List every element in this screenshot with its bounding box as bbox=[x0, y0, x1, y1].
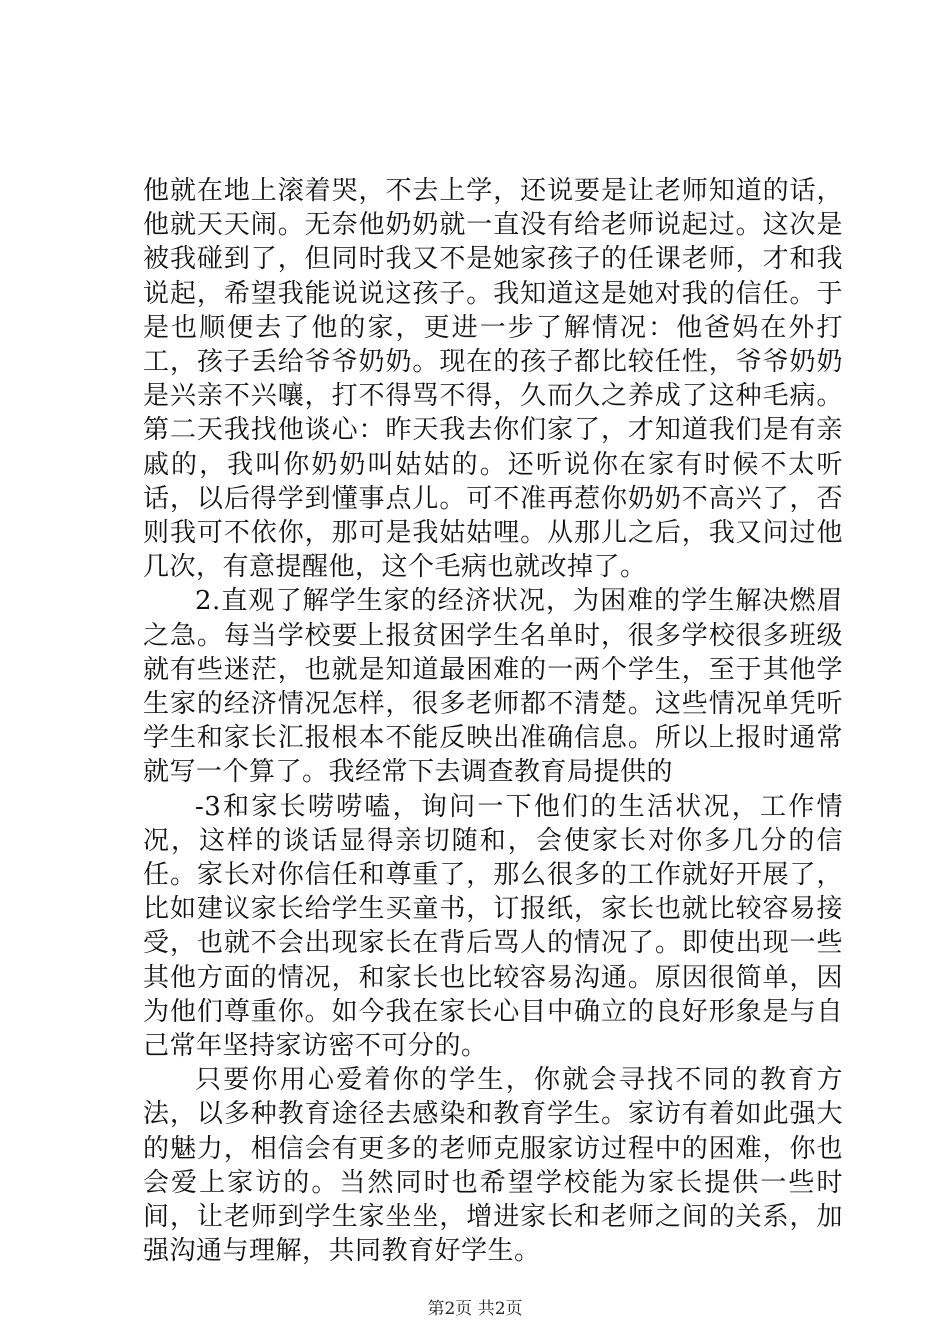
page-footer: 第2页 共2页 bbox=[427, 1299, 523, 1319]
paragraph-3: -3和家长唠唠嗑，询问一下他们的生活状况，工作情况，这样的谈话显得亲切随和，会使家长对你多几分的信任。家长对你信任和尊重了，那么很多的工作就好开展了，比如建议家长给学生买童书，订报纸，家长也就比较容易接受，也就不会出现家长在背后骂人的情况了。即使出现一些其他方面的情况，和家长也比较容易沟通。原因很简单，因为他们尊重你。如今我在家长心目中确立的良好形象是与自己常年坚持家访密不可分的。 bbox=[143, 791, 843, 1062]
paragraph-4: 只要你用心爱着你的学生，你就会寻找不同的教育方法，以多种教育途径去感染和教育学生。家访有着如此强大的魅力，相信会有更多的老师克服家访过程中的困难，你也会爱上家访的。当然同时也希望学校能为家长提供一些时间，让老师到学生家坐坐，增进家长和老师之间的关系，加强沟通与理解，共同教育好学生。 bbox=[143, 1065, 843, 1267]
paragraph-1: 他就在地上滚着哭，不去上学，还说要是让老师知道的话，他就天天闹。无奈他奶奶就一直没有给老师说起过。这次是被我碰到了，但同时我又不是她家孩子的任课老师，才和我说起，希望我能说说这孩子。我知道这是她对我的信任。于是也顺便去了他的家，更进一步了解情况：他爸妈在外打工，孩子丢给爷爷奶奶。现在的孩子都比较任性，爷爷奶奶是兴亲不兴嚷，打不得骂不得，久而久之养成了这种毛病。第二天我找他谈心：昨天我去你们家了，才知道我们是有亲戚的，我叫你奶奶叫姑姑的。还听说你在家有时候不太听话，以后得学到懂事点儿。可不准再惹你奶奶不高兴了，否则我可不依你，那可是我姑姑哩。从那儿之后，我又问过他几次，有意提醒他，这个毛病也就改掉了。 bbox=[143, 176, 843, 583]
document-body bbox=[143, 174, 843, 1269]
paragraph-2: 2.直观了解学生家的经济状况，为困难的学生解决燃眉之急。每当学校要上报贫困学生名单时，很多学校很多班级就有些迷茫，也就是知道最困难的一两个学生，至于其他学生家的经济情况怎样，很多老师都不清楚。这些情况单凭听学生和家长汇报根本不能反映出准确信息。所以上报时通常就写一个算了。我经常下去调查教育局提供的 bbox=[143, 586, 843, 788]
